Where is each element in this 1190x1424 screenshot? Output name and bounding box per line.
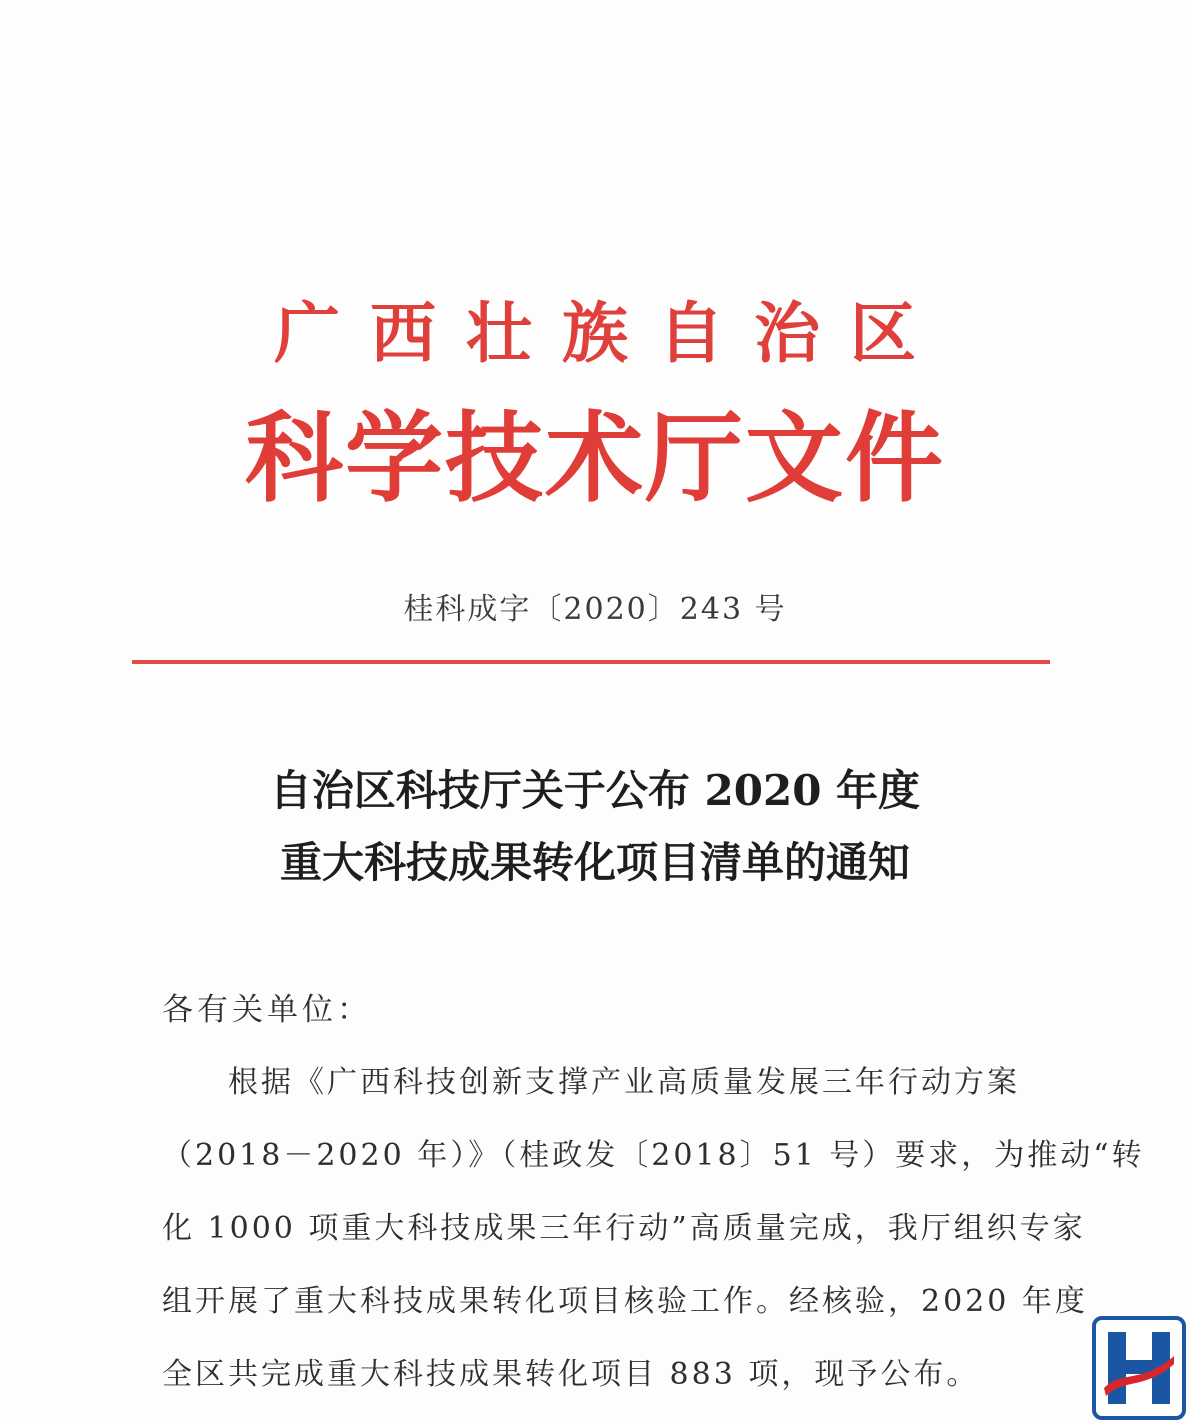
document-type-heading: 科学技术厅文件	[244, 401, 945, 516]
red-divider	[132, 660, 1050, 664]
body-line: （2018－2020 年）》（桂政发〔2018〕51 号）要求，为推动“转	[162, 1138, 1145, 1173]
issuer-name: 广西壮族自治区	[274, 294, 946, 372]
body-line: 全区共完成重大科技成果转化项目 883 项，现予公布。	[162, 1357, 980, 1392]
body-line: 组开展了重大科技成果转化项目核验工作。经核验，2020 年度	[162, 1284, 1088, 1319]
body-text	[162, 1046, 1145, 1411]
body-line: 化 1000 项重大科技成果三年行动”高质量完成，我厅组织专家	[162, 1211, 1086, 1246]
document-number: 桂科成字〔2020〕243 号	[403, 592, 787, 627]
h-logo-icon	[1092, 1316, 1186, 1420]
salutation: 各有关单位：	[162, 992, 372, 1028]
notice-title-line: 自治区科技厅关于公布 2020 年度	[269, 766, 921, 815]
notice-title-line: 重大科技成果转化项目清单的通知	[279, 838, 910, 887]
notice-title	[0, 755, 1190, 899]
body-line: 根据《广西科技创新支撑产业高质量发展三年行动方案	[228, 1065, 1020, 1100]
